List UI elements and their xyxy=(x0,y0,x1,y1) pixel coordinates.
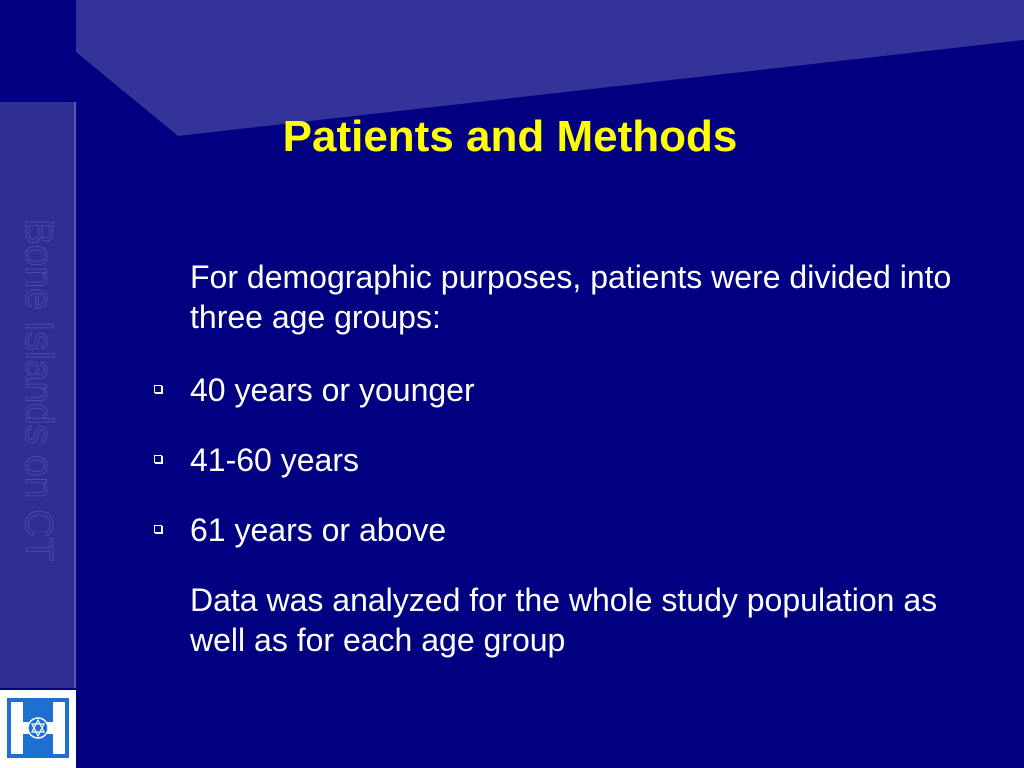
bullet-label: 40 years or younger xyxy=(190,372,475,408)
square-bullet-icon xyxy=(154,525,162,533)
slide-title: Patients and Methods xyxy=(282,112,738,161)
side-label: Bone Islands on CT xyxy=(17,218,60,562)
square-bullet-icon xyxy=(154,455,162,463)
bullet-label: 61 years or above xyxy=(190,512,447,548)
closing-paragraph: Data was analyzed for the whole study population as well as for each age group xyxy=(190,582,938,658)
bullet-item xyxy=(154,440,954,480)
bullet-item xyxy=(154,370,954,410)
hospital-logo xyxy=(0,690,76,768)
logo-emblem xyxy=(7,698,69,758)
square-bullet-icon xyxy=(154,385,162,393)
bullet-label: 41-60 years xyxy=(190,442,359,478)
bullet-item xyxy=(154,510,954,550)
hospital-logo-icon xyxy=(7,698,69,758)
intro-paragraph: For demographic purposes, patients were divided into three age groups: xyxy=(190,259,952,335)
